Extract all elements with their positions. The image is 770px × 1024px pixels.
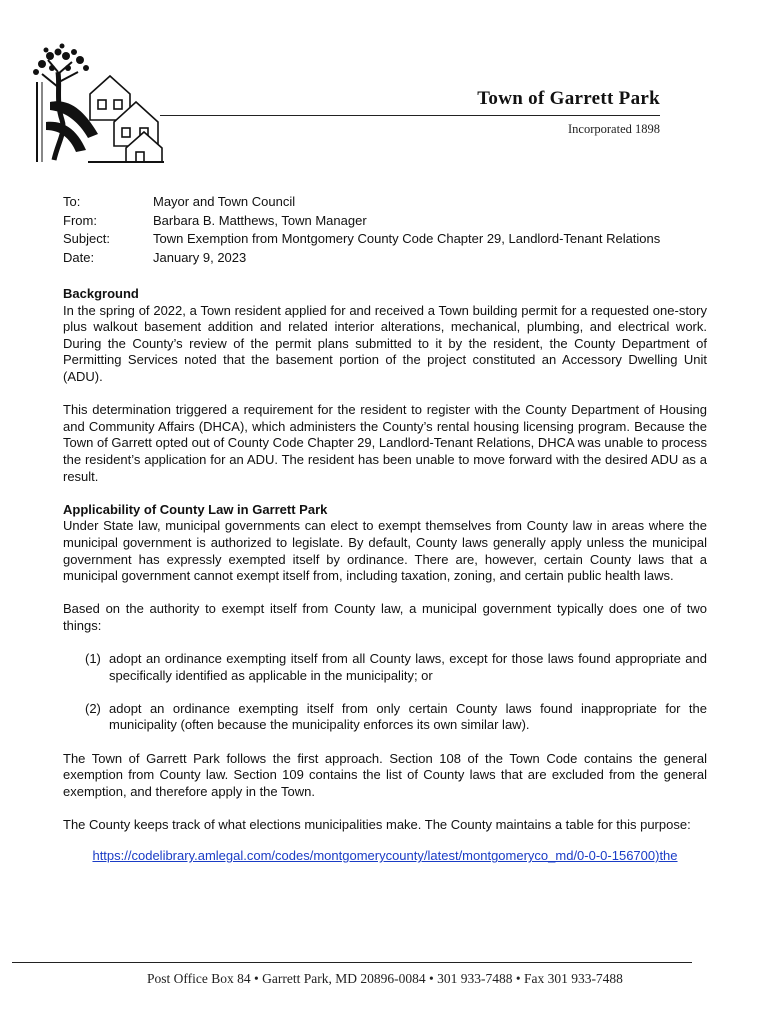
memo-label: Subject: [63,231,110,247]
list-text: adopt an ordinance exempting itself from all County laws, except for those laws found appropriate and specifically identified as applicable in the municipality; or [109,651,707,683]
memo-label: From: [63,212,97,228]
list-item [63,651,707,684]
memo-row-from [63,212,660,231]
town-subtitle: Incorporated 1898 [568,122,660,136]
section-heading-applicability: Applicability of County Law in Garrett Park [63,501,328,517]
list-number: (1) [85,651,101,667]
footer-divider [12,962,692,963]
town-title: Town of Garrett Park [477,88,660,109]
list-text: adopt an ordinance exempting itself from only certain County laws found inappropriate for the municipality (often because the municipality enforces its own similar law). [109,700,707,733]
memo-value: January 9, 2023 [153,249,247,265]
footer-address: Post Office Box 84 • Garrett Park, MD 20896-0084 • 301 933-7488 • Fax 301 933-7488 [147,971,623,986]
memo-label: Date: [63,249,95,265]
section-heading-background: Background [63,286,139,301]
paragraph: The County keeps track of what elections municipalities make. The County maintains a table for this purpose: [63,817,691,832]
memo-body [63,286,707,865]
county-table-link[interactable]: https://codelibrary.amlegal.com/codes/montgomerycounty/latest/montgomeryco_md/0-0-0-156700)the [92,848,678,864]
paragraph: The Town of Garrett Park follows the first approach. Section 108 of the Town Code contains the general exemption from County law. Section 109 contains the list of County laws that are excluded from the general exemption, and therefore apply in the Town. [63,750,707,799]
memo-label: To: [63,194,81,209]
list-number: (2) [85,700,101,716]
memo-row-to [63,193,660,212]
memo-value: Barbara B. Matthews, Town Manager [153,212,367,228]
paragraph: Based on the authority to exempt itself from County law, a municipal government typically does one of two things: [63,601,707,633]
paragraph: Under State law, municipal governments can elect to exempt themselves from County law in areas where the municipal government is authorized to legislate. By default, County laws generally apply unless the municipal government has expressly exempted itself by ordinance. There are, however, certain County laws that a municipal government cannot exempt itself from, including taxation, zoning, and certain public health laws. [63,518,707,584]
paragraph: In the spring of 2022, a Town resident applied for and received a Town building permit for a requested one-story plus walkout basement addition and related interior alterations, mechanical, plumbing, and electrical work. During the County’s review of the permit plans submitted to it by the resident, the County Department of Permitting Services noted that the basement portion of the project constituted an Accessory Dwelling Unit (ADU). [63,302,707,384]
memo-value: Mayor and Town Council [153,194,296,209]
paragraph: This determination triggered a requirement for the resident to register with the County Department of Housing and Community Affairs (DHCA), which administers the County’s rental housing licensing program. Because the Town of Garrett opted out of County Code Chapter 29, Landlord-Tenant Relations, DHCA was unable to process the resident’s application for an ADU. The resident has been unable to move forward with the desired ADU as a result. [63,402,707,484]
memo-value: Town Exemption from Montgomery County Code Chapter 29, Landlord-Tenant Relations [153,231,661,247]
memo-row-subject [63,230,660,249]
town-logo-icon [28,42,168,164]
header-divider [160,115,660,116]
memo-header [63,193,660,267]
memo-row-date [63,249,660,268]
list-item [63,701,707,734]
